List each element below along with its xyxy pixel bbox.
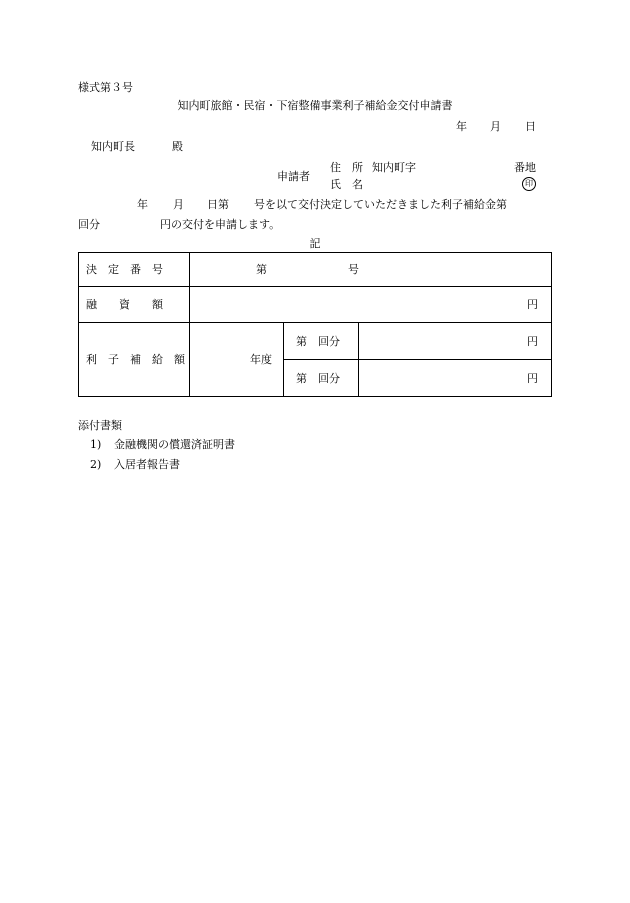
ki-heading: 記 <box>309 237 321 250</box>
body-day: 日第 <box>207 198 229 211</box>
address-label: 住 所 <box>330 161 363 174</box>
round-label-2: 第 回分 <box>296 372 340 385</box>
table-border <box>78 252 79 397</box>
body-month: 月 <box>173 198 184 211</box>
decision-number-label: 決 定 番 号 <box>86 263 163 276</box>
table-border <box>189 252 190 397</box>
round-label-1: 第 回分 <box>296 335 340 348</box>
name-label: 氏 名 <box>330 178 363 191</box>
attachment-text-1: 金融機関の償還済証明書 <box>114 438 235 451</box>
form-number: 様式第３号 <box>78 81 133 94</box>
date-year: 年 <box>456 120 467 133</box>
subsidy-amount-label: 利 子 補 給 額 <box>86 353 185 366</box>
decision-dai: 第 <box>256 263 267 276</box>
decision-go: 号 <box>348 263 359 276</box>
table-border <box>358 322 359 397</box>
attachments-title: 添付書類 <box>78 419 122 432</box>
table-border <box>78 252 552 253</box>
table-border <box>283 322 284 397</box>
seal-mark: 印 <box>522 177 536 191</box>
applicant-label: 申請者 <box>277 170 310 183</box>
addressee: 知内町長 <box>91 140 135 153</box>
round-yen-1: 円 <box>527 335 538 348</box>
document-title: 知内町旅館・民宿・下宿整備事業利子補給金交付申請書 <box>177 99 453 112</box>
table-border <box>283 359 552 360</box>
loan-amount-label: 融 資 額 <box>86 298 163 311</box>
fiscal-year-label: 年度 <box>250 353 272 366</box>
detail-table <box>78 252 552 397</box>
round-yen-2: 円 <box>527 372 538 385</box>
honorific: 殿 <box>172 140 183 153</box>
attachment-text-2: 入居者報告書 <box>114 458 180 471</box>
address-suffix: 番地 <box>514 161 536 174</box>
body-text2: 円の交付を申請します。 <box>160 218 281 231</box>
date-month: 月 <box>490 120 501 133</box>
table-border <box>78 396 552 397</box>
attachment-no-1: 1) <box>90 438 102 451</box>
table-border <box>78 286 552 287</box>
table-border <box>551 252 552 397</box>
date-day: 日 <box>525 120 536 133</box>
table-border <box>78 322 552 323</box>
body-text1: 号を以て交付決定していただきました利子補給金第 <box>254 198 507 211</box>
body-year: 年 <box>137 198 148 211</box>
body-round: 回分 <box>78 218 100 231</box>
address-value: 知内町字 <box>372 161 416 174</box>
attachment-no-2: 2) <box>90 458 102 471</box>
loan-yen: 円 <box>527 298 538 311</box>
